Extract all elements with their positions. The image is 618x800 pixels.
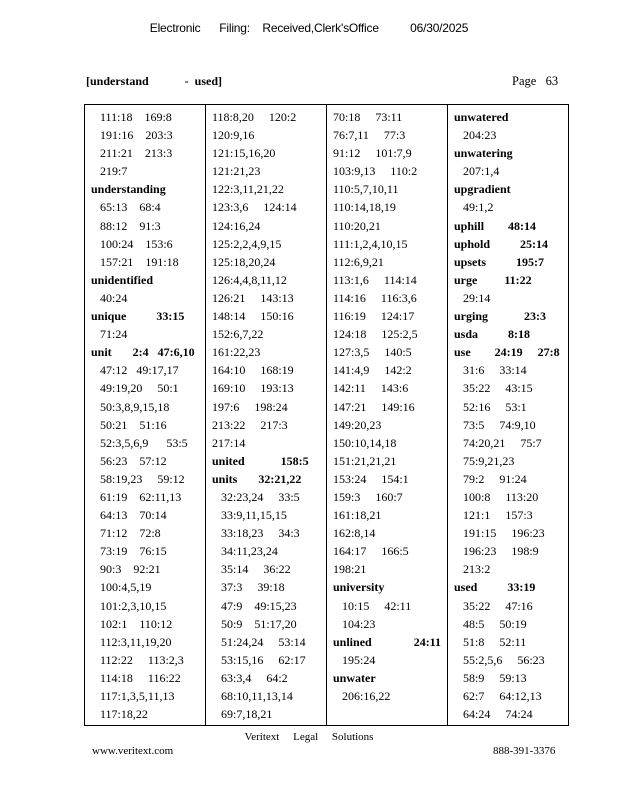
index-reference: 204:23 xyxy=(454,128,497,143)
index-reference: 219:7 xyxy=(91,164,128,179)
index-reference: 206:16,22 xyxy=(333,689,391,703)
index-column xyxy=(85,105,205,725)
index-reference: 113:1,6 114:14 xyxy=(333,272,417,287)
index-term: usda 8:18 xyxy=(454,327,531,342)
index-reference: 111:18 169:8 xyxy=(91,110,172,124)
index-reference: 100:24 153:6 xyxy=(91,236,173,251)
index-term: unique 33:15 xyxy=(91,309,185,324)
index-reference: 121:21,23 xyxy=(212,164,261,179)
index-reference: 152:6,7,22 xyxy=(212,327,264,342)
index-reference: 50:21 51:16 xyxy=(91,417,167,432)
index-reference: 123:3,6 124:14 xyxy=(212,200,297,215)
index-reference: 159:3 160:7 xyxy=(333,489,403,504)
index-reference: 51:8 52:11 xyxy=(454,634,527,649)
index-reference: 118:8,20 120:2 xyxy=(212,110,297,124)
index-reference: 124:18 125:2,5 xyxy=(333,327,418,342)
index-reference: 10:15 42:11 xyxy=(333,598,412,613)
index-reference: 58:9 59:13 xyxy=(454,670,527,685)
index-reference: 48:5 50:19 xyxy=(454,616,527,631)
index-reference: 151:21,21,21 xyxy=(333,453,397,468)
index-reference: 104:23 xyxy=(333,616,376,631)
index-reference: 47:9 49:15,23 xyxy=(212,598,297,613)
index-reference: 142:11 143:6 xyxy=(333,381,409,396)
index-reference: 124:16,24 xyxy=(212,218,261,233)
index-reference: 197:6 198:24 xyxy=(212,399,288,414)
index-reference: 164:17 166:5 xyxy=(333,544,409,559)
index-reference: 111:1,2,4,10,15 xyxy=(333,236,408,251)
index-reference: 116:19 124:17 xyxy=(333,309,415,324)
index-reference: 141:4,9 142:2 xyxy=(333,363,412,378)
index-reference: 64:24 74:24 xyxy=(454,707,533,722)
index-reference: 213:22 217:3 xyxy=(212,417,288,432)
index-term: understanding xyxy=(91,182,166,197)
index-term: unwatered xyxy=(454,110,509,124)
index-reference: 70:18 73:11 xyxy=(333,110,403,124)
index-reference: 32:23,24 33:5 xyxy=(212,489,300,504)
page-number: Page 63 xyxy=(512,74,559,88)
index-reference: 102:1 110:12 xyxy=(91,616,173,631)
index-reference: 50:9 51:17,20 xyxy=(212,616,297,631)
index-term: unwater xyxy=(333,670,376,685)
index-term: united 158:5 xyxy=(212,453,309,468)
index-reference: 71:12 72:8 xyxy=(91,526,161,541)
footer-website: www.veritext.com xyxy=(92,745,174,757)
index-reference: 74:20,21 75:7 xyxy=(454,435,542,450)
index-reference: 34:11,23,24 xyxy=(212,544,278,559)
index-reference: 56:23 57:12 xyxy=(91,453,167,468)
index-reference: 75:9,21,23 xyxy=(454,453,515,468)
index-reference: 157:21 191:18 xyxy=(91,254,179,269)
index-reference: 110:5,7,10,11 xyxy=(333,182,399,197)
index-column xyxy=(447,105,568,725)
index-reference: 69:7,18,21 xyxy=(212,707,273,722)
index-term: units 32:21,22 xyxy=(212,471,302,486)
index-term: upgradient xyxy=(454,182,511,197)
index-term: urge 11:22 xyxy=(454,272,532,287)
index-reference: 211:21 213:3 xyxy=(91,146,173,161)
index-term: upsets 195:7 xyxy=(454,254,545,269)
index-reference: 112:22 113:2,3 xyxy=(91,652,184,667)
index-reference: 49:19,20 50:1 xyxy=(91,381,179,396)
index-reference: 127:3,5 140:5 xyxy=(333,345,412,360)
index-reference: 71:24 xyxy=(91,327,128,342)
index-reference: 31:6 33:14 xyxy=(454,363,527,378)
index-reference: 122:3,11,21,22 xyxy=(212,182,284,197)
index-term: unit 2:4 47:6,10 xyxy=(91,345,195,360)
index-reference: 153:24 154:1 xyxy=(333,471,409,486)
index-term: unlined 24:11 xyxy=(333,634,442,649)
index-reference: 73:19 76:15 xyxy=(91,544,167,559)
index-reference: 164:10 168:19 xyxy=(212,363,294,378)
index-reference: 117:1,3,5,11,13 xyxy=(91,689,175,703)
word-index-table xyxy=(84,104,569,726)
index-reference: 198:21 xyxy=(333,562,367,577)
index-reference: 207:1,4 xyxy=(454,164,500,179)
index-term: urging 23:3 xyxy=(454,309,547,324)
index-reference: 101:2,3,10,15 xyxy=(91,598,167,613)
index-range-header: [understand - used] xyxy=(86,74,223,88)
index-reference: 51:24,24 53:14 xyxy=(212,634,306,649)
index-reference: 55:2,5,6 56:23 xyxy=(454,652,545,667)
index-reference: 110:20,21 xyxy=(333,218,381,233)
index-term: unwatering xyxy=(454,146,513,161)
index-reference: 64:13 70:14 xyxy=(91,508,167,523)
index-reference: 117:18,22 xyxy=(91,707,148,722)
index-reference: 112:3,11,19,20 xyxy=(91,634,172,649)
index-reference: 65:13 68:4 xyxy=(91,200,161,215)
index-reference: 49:1,2 xyxy=(454,200,494,215)
index-reference: 161:18,21 xyxy=(333,508,382,523)
index-term: used 33:19 xyxy=(454,580,536,595)
index-reference: 58:19,23 59:12 xyxy=(91,471,185,486)
index-reference: 50:3,8,9,15,18 xyxy=(91,399,170,414)
index-reference: 121:1 157:3 xyxy=(454,508,533,523)
index-reference: 37:3 39:18 xyxy=(212,580,285,595)
index-term: uphold 25:14 xyxy=(454,236,549,251)
index-reference: 91:12 101:7,9 xyxy=(333,146,412,161)
index-reference: 161:22,23 xyxy=(212,345,261,360)
index-reference: 88:12 91:3 xyxy=(91,218,161,233)
index-reference: 125:18,20,24 xyxy=(212,254,276,269)
index-reference: 100:4,5,19 xyxy=(91,580,152,595)
index-reference: 103:9,13 110:2 xyxy=(333,164,418,179)
index-reference: 62:7 64:12,13 xyxy=(454,689,542,703)
index-reference: 33:18,23 34:3 xyxy=(212,526,300,541)
index-reference: 121:15,16,20 xyxy=(212,146,276,161)
index-reference: 68:10,11,13,14 xyxy=(212,689,293,703)
index-reference: 100:8 113:20 xyxy=(454,489,539,504)
index-reference: 35:22 47:16 xyxy=(454,598,533,613)
index-reference: 114:18 116:22 xyxy=(91,670,181,685)
index-reference: 114:16 116:3,6 xyxy=(333,290,417,305)
index-reference: 126:21 143:13 xyxy=(212,290,294,305)
index-reference: 63:3,4 64:2 xyxy=(212,670,288,685)
index-reference: 148:14 150:16 xyxy=(212,309,294,324)
index-reference: 125:2,2,4,9,15 xyxy=(212,236,282,251)
index-reference: 217:14 xyxy=(212,435,246,450)
index-reference: 191:15 196:23 xyxy=(454,526,545,541)
index-reference: 73:5 74:9,10 xyxy=(454,417,536,432)
index-reference: 90:3 92:21 xyxy=(91,562,161,577)
index-reference: 147:21 149:16 xyxy=(333,399,415,414)
index-reference: 76:7,11 77:3 xyxy=(333,128,406,143)
index-term: uphill 48:14 xyxy=(454,218,537,233)
index-reference: 52:16 53:1 xyxy=(454,399,527,414)
index-reference: 162:8,14 xyxy=(333,526,376,541)
index-reference: 150:10,14,18 xyxy=(333,435,397,450)
index-reference: 29:14 xyxy=(454,290,491,305)
index-reference: 195:24 xyxy=(333,652,376,667)
footer-phone: 888-391-3376 xyxy=(493,745,556,757)
index-column xyxy=(205,105,326,725)
index-reference: 191:16 203:3 xyxy=(91,128,173,143)
index-reference: 33:9,11,15,15 xyxy=(212,508,287,523)
index-reference: 40:24 xyxy=(91,290,128,305)
index-reference: 35:14 36:22 xyxy=(212,562,291,577)
index-reference: 169:10 193:13 xyxy=(212,381,294,396)
index-term: use 24:19 27:8 xyxy=(454,345,560,360)
index-reference: 196:23 198:9 xyxy=(454,544,539,559)
index-reference: 35:22 43:15 xyxy=(454,381,533,396)
index-reference: 149:20,23 xyxy=(333,417,382,432)
index-reference: 53:15,16 62:17 xyxy=(212,652,306,667)
index-reference: 52:3,5,6,9 53:5 xyxy=(91,435,188,450)
index-term: unidentified xyxy=(91,272,154,287)
index-reference: 112:6,9,21 xyxy=(333,254,384,269)
index-column xyxy=(326,105,447,725)
index-reference: 47:12 49:17,17 xyxy=(91,363,179,378)
index-reference: 213:2 xyxy=(454,562,491,577)
index-reference: 61:19 62:11,13 xyxy=(91,489,182,504)
footer-company: Veritext Legal Solutions xyxy=(244,731,374,743)
filing-stamp: Electronic Filing: Received,Clerk'sOffice 06/30/2025 xyxy=(149,21,469,35)
index-reference: 110:14,18,19 xyxy=(333,200,396,215)
index-reference: 120:9,16 xyxy=(212,128,255,143)
index-reference: 79:2 91:24 xyxy=(454,471,527,486)
index-reference: 126:4,4,8,11,12 xyxy=(212,272,287,287)
index-term: university xyxy=(333,580,385,595)
